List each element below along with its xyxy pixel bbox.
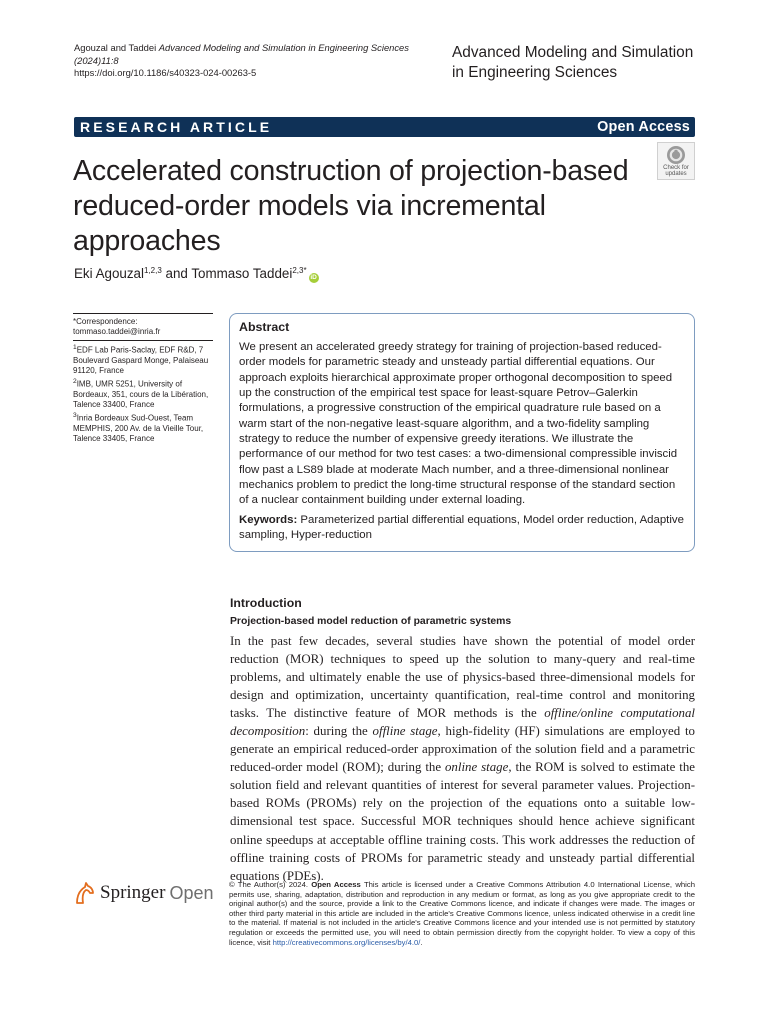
author-list [74, 266, 319, 283]
citation-authors: Agouzal and Taddei [74, 42, 157, 53]
check-updates-line-2: updates [665, 171, 687, 178]
author-affiliation-marks: 1,2,3 [143, 266, 162, 275]
affiliation-text: EDF Lab Paris-Saclay, EDF R&D, 7 Boulevard Gaspard Monge, Palaiseau 91120, France [73, 345, 209, 376]
open-wordmark: Open [169, 882, 214, 903]
affiliation-number: 2 [73, 377, 77, 385]
license-body: This article is licensed under a Creative Commons Attribution 4.0 International License, which permits use, sharing, adaptation, distribution and reproduction in any medium or format, as long as you give appropriate credit to the original author(s) and the source, provide a link to the Creative Commons licence, and indicate if changes were made. The images or other third party material in this article are included in the article's Creative Commons licence, unless indicated otherwise in a credit line to the material. If material is not included in the article's Creative Commons licence and your intended use is not permitted by statutory regulation or exceeds the permitted use, you will need to obtain permission directly from the copyright holder. To view a copy of this licence, visit [229, 880, 695, 947]
author-name[interactable]: Tommaso Taddei [191, 266, 293, 281]
article-title: Accelerated construction of projection-based reduced-order models via incremental approaches [73, 155, 629, 257]
citation-block [74, 42, 409, 80]
subsection-heading: Projection-based model reduction of parametric systems [230, 616, 512, 627]
correspondence-block [73, 313, 213, 337]
springer-open-logo [74, 881, 213, 905]
author-name[interactable]: Eki Agouzal [74, 266, 144, 281]
body-text-run: In the past few decades, several studies have shown the potential of model order reduction (MOR) techniques to speed up the solution to many-query and real-time problems, and ultimately enable the use of physics-based three-dimensional models for design and optimization, uncertainty quantification, real-time control and monitoring tasks. The distinctive feature of MOR methods is the [230, 634, 695, 721]
license-open-access: Open Access [311, 880, 361, 889]
correspondence-label: Correspondence: [76, 317, 138, 326]
affiliation-item [73, 411, 213, 445]
keywords-label: Keywords: [239, 513, 298, 526]
license-text [229, 880, 695, 947]
body-emphasis: online stage [444, 760, 509, 775]
springer-wordmark: Springer [100, 882, 166, 903]
abstract-text: We present an accelerated greedy strategy for training of projection-based reduced-order models for parametric steady and unsteady partial differential equations. Our approach exploits hierarchical approximate proper orthogonal decomposition to speed up the construction of the empirical test space for least-square Petrov–Galerkin formulations, a progressive construction of the empirical quadrature rule based on a warm start of the non-negative least-square algorithm, and a two-fidelity sampling strategy to reduce the number of expensive greedy iterations. We illustrate the performance of our method for two test cases: a two-dimensional compressible inviscid flow past a LS89 blade at moderate Mach number, and a three-dimensional nonlinear mechanics problem to predict the long-time structural response of the standard section of a nuclear containment building under external loading. [239, 341, 678, 507]
affiliation-number: 3 [73, 411, 77, 419]
journal-name [452, 43, 693, 83]
section-heading: Introduction [230, 596, 302, 610]
keywords-list: Parameterized partial differential equations, Model order reduction, Adaptive sampling, Hyper-reduction [239, 513, 684, 542]
license-link[interactable]: http://creativecommons.org/licenses/by/4.0/ [272, 937, 421, 947]
body-text-run: , the ROM is solved to estimate the solution field and relevant quantities of interest for several parameter values. Projection-based ROMs (PROMs) rely on the projection of the equations onto a suitable low-dimensional test space. Successful MOR techniques should hence achieve significant online speedups at acceptable offline training costs. This work addresses the reduction of offline training costs of PROMs for parametric steady and unsteady partial differential equations (PDEs). [230, 760, 695, 883]
license-end: . [420, 937, 423, 947]
article-banner [74, 117, 695, 137]
citation-volume: (2024)11:8 [74, 54, 119, 66]
check-updates-line-1: Check for [663, 165, 689, 171]
body-text-run: : during the [305, 724, 373, 739]
orcid-icon[interactable]: iD [310, 274, 317, 281]
affiliation-text: IMB, UMR 5251, University of Bordeaux, 351, cours de la Libération, Talence 33400, France [73, 379, 209, 410]
author-affiliation-marks: 2,3* [292, 266, 307, 275]
check-updates-icon [666, 145, 686, 165]
springer-horse-icon [74, 881, 96, 905]
doi-link[interactable]: https://doi.org/10.1186/s40323-024-00263-5 [74, 67, 257, 79]
affiliation-number: 1 [73, 344, 77, 351]
body-paragraph [230, 632, 695, 885]
open-access-label: Open Access [597, 119, 690, 135]
affiliation-item [73, 377, 213, 411]
check-for-updates-badge[interactable] [657, 142, 695, 180]
license-copyright: © The Author(s) 2024. [229, 880, 312, 889]
author-conjunction: and [165, 266, 188, 281]
correspondence-email[interactable]: tommaso.taddei@inria.fr [73, 327, 161, 337]
body-emphasis: offline/online computational decomposition [230, 706, 695, 739]
affiliation-item [73, 343, 213, 377]
body-emphasis: offline stage [372, 724, 438, 739]
keywords [239, 513, 685, 544]
abstract-box [229, 313, 695, 552]
journal-line-1: Advanced Modeling and Simulation [452, 44, 694, 61]
affiliation-text: Inria Bordeaux Sud-Ouest, Team MEMPHIS, 200 Av. de la Vieille Tour, Talence 33405, France [73, 413, 204, 444]
citation-journal: Advanced Modeling and Simulation in Engineering Sciences [158, 42, 409, 53]
article-type: RESEARCH ARTICLE [80, 119, 273, 135]
journal-line-2: in Engineering Sciences [452, 64, 618, 81]
abstract-heading: Abstract [239, 320, 290, 334]
affiliations-block [73, 340, 213, 445]
correspondence-marker: * [73, 317, 77, 326]
body-text-run: , high-fidelity (HF) simulations are employed to generate an empirical reduced-order approximation of the solution field and a parametric reduced-order model (ROM); during the [230, 724, 696, 775]
